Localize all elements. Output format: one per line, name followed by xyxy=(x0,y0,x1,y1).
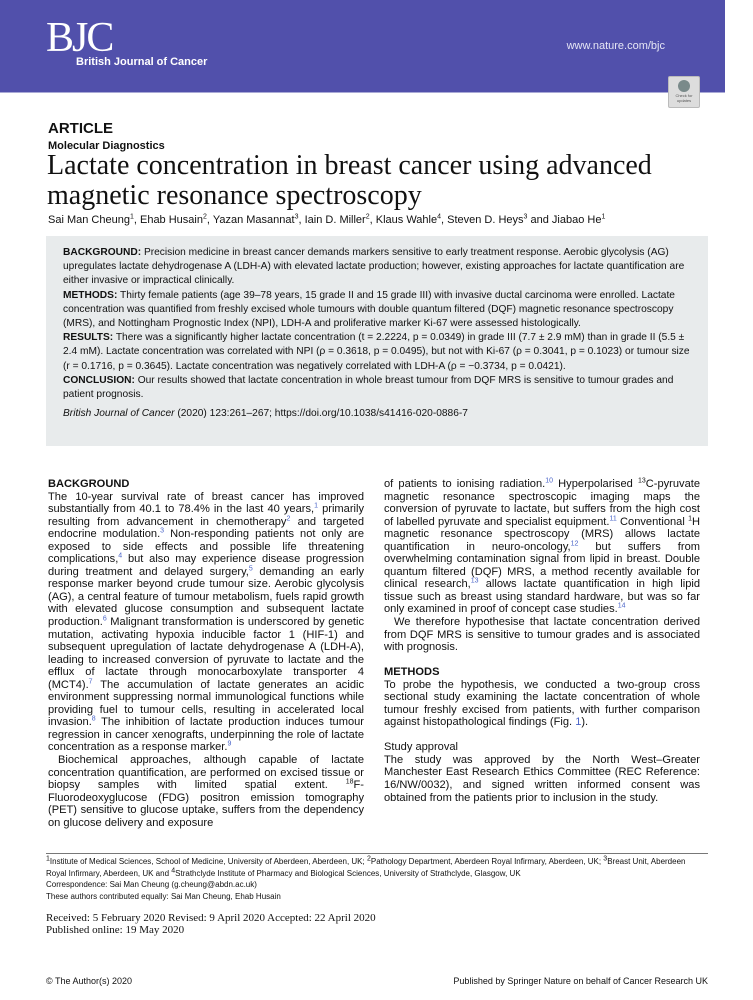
superscript: 18 xyxy=(345,778,354,786)
affiliation-mark: 1 xyxy=(601,213,606,221)
reference-link[interactable]: 8 xyxy=(91,715,96,723)
body-paragraph: Biochemical approaches, although capable of lactate concentration quantification, are performed on excised tissue or biopsy samples with limited spatial extent. $^{18}$F-Fluorodeoxyglucose (FDG) positron emission tomography (PET) sensitive to glucose uptake, suffers from the dependency on glucose delivery and exposure xyxy=(48,754,364,829)
affiliation-text: Institute of Medical Sciences, School of Medicine, University of Aberdeen, Aberdeen, UK; xyxy=(49,857,367,866)
section-heading: METHODS xyxy=(384,666,440,679)
author-name[interactable]: Jiabao He xyxy=(551,214,602,226)
body-column-right xyxy=(384,478,700,804)
affiliation-mark: 3 xyxy=(523,213,528,221)
abstract-text: There was a significantly higher lactate concentration (t = 2.2224, p = 0.0349) in grade III (7.7 ± 2.9 mM) than in grade II (5.5 ± 2.4 mM). Lactate concentration was correlated with NPI (ρ = 0.3618, p = 0.0495), but not with Ki-67 (ρ = 0.3041, p = 0.1023) or tumour size (r = 0.1716, p = 0.3645). Lactate concentration was negatively correlated with LDH-A (ρ = −0.3734, p = 0.0421). xyxy=(63,332,690,372)
author-list: Sai Man Cheung$^1$, Ehab Husain$^2$, Yazan Masannat$^3$, Iain D. Miller$^2$, Klaus Wahle$^4$, Steven D. Heys$^3$ and Jiabao He$^1$ xyxy=(48,213,606,226)
author-name[interactable]: Yazan Masannat xyxy=(212,214,295,226)
reference-link[interactable]: 1 xyxy=(314,502,318,510)
abstract-label: METHODS: xyxy=(63,289,118,301)
copyright: © The Author(s) 2020 xyxy=(46,976,133,986)
footnotes xyxy=(46,856,708,902)
reference-link[interactable]: 5 xyxy=(248,565,253,573)
citation xyxy=(63,408,468,419)
affiliation-text: Pathology Department, Aberdeen Royal Infirmary, Aberdeen, UK; xyxy=(370,857,604,866)
abstract-label: RESULTS: xyxy=(63,332,114,344)
body-column-left xyxy=(48,478,364,829)
reference-link[interactable]: 3 xyxy=(160,527,165,535)
abstract-label: BACKGROUND: xyxy=(63,247,142,258)
check-for-updates-button[interactable] xyxy=(668,76,700,108)
affiliations xyxy=(46,856,708,879)
reference-link[interactable]: 4 xyxy=(118,552,123,560)
abstract-section xyxy=(63,246,693,289)
affiliation-number: 3 xyxy=(603,855,608,863)
body-paragraph: of patients to ionising radiation.$^{10}$ Hyperpolarised $^{13}$C-pyruvate magnetic resonance spectroscopic imaging maps the conversion of pyruvate to lactate, but suffers from the high cost of labelled pyruvate and specialist equipment.$^{11}$ Conventional $^1$H magnetic resonance spectroscopy (MRS) allows lactate quantification in neuro-oncology,$^{12}$ but suffers from overwhelming contamination signal from lipid in breast. Double quantum filtered (DQF) MRS, a method recently available for clinical research,$^{13}$ allows lactate quantification in high lipid tissue such as breast using standard hardware, but was so far only examined in proof of concept case studies.$^{14}$ xyxy=(384,477,700,616)
abstract-label: CONCLUSION: xyxy=(63,374,135,386)
affiliation-text: Strathclyde Institute of Pharmacy and Biological Sciences, University of Strathclyde, Glasgow, UK xyxy=(175,868,521,878)
page-title: Lactate concentration in breast cancer using advanced magnetic resonance spectroscopy xyxy=(47,150,652,211)
reference-link[interactable]: 11 xyxy=(609,514,617,522)
affiliation-number: 2 xyxy=(366,855,371,863)
body-paragraph: The study was approved by the North West–Greater Manchester East Research Ethics Committee (REC Reference: 16/NW/0032), and signed written informed consent was obtained from the patients prior to inclusion in the study. xyxy=(384,753,700,804)
author-name[interactable]: Iain D. Miller xyxy=(304,214,366,226)
superscript: 13 xyxy=(637,477,646,485)
logo-short: BJC xyxy=(46,15,113,61)
abstract-text: Precision medicine in breast cancer demands markers sensitive to early treatment response. Aerobic glycolysis (AG) upregulates lactate dehydrogenase A (LDH-A) with elevated lactate production; however, existing approaches for lactate quantification are either invasive or impractical clinically. xyxy=(63,247,685,287)
affiliation-number: 4 xyxy=(171,866,176,874)
abstract-box xyxy=(46,236,708,446)
body-paragraph: The 10-year survival rate of breast cancer has improved substantially from 40.1 to 78.4% in the last 40 years,$^1$ primarily resulting from advancement in chemotherapy$^2$ and targeted endocrine modulation.$^3$ Non-responding patients not only are exposed to side effects and possible life threatening complications,$^4$ but also may experience disease progression during treatment and delayed surgery,$^5$ demanding an early response marker beyond crude tumour size. Aerobic glycolysis (AG), a central feature of tumour metabolism, fuels rapid growth with elevated glucose consumption and subsequent lactate production.$^6$ Malignant transformation is underscored by genetic mutation, activating hypoxia inducible factor 1 (HIF-1) and subsequent upregulation of lactate dehydrogenase A (LDH-A), leading to increased conversion of pyruvate to lactate and the efflux of lactate through monocarboxylate transporter 4 (MCT4).$^7$ The accumulation of lactate generates an acidic environment suppressing normal immunological functions while providing fuel to tumour cells, resulting in accelerated local invasion.$^8$ The inhibition of lactate production induces tumour regression in cancer xenografts, underpinning the role of lactate concentration as a response marker.$^9$ xyxy=(48,490,364,754)
spacer xyxy=(384,729,700,742)
journal-url[interactable]: www.nature.com/bjc xyxy=(566,40,665,52)
reference-link[interactable]: 2 xyxy=(286,514,291,522)
correspondence: Correspondence: Sai Man Cheung (g.cheung@abdn.ac.uk) xyxy=(46,880,257,890)
section-heading: BACKGROUND xyxy=(48,478,130,490)
check-updates-icon xyxy=(678,80,690,92)
subsection-heading: Study approval xyxy=(384,741,459,754)
affiliation-text: Breast Unit, Aberdeen Royal Infirmary, Aberdeen, UK and xyxy=(46,857,686,878)
reference-link[interactable]: 14 xyxy=(617,602,626,610)
reference-link[interactable]: 13 xyxy=(470,577,479,585)
author-name[interactable]: Ehab Husain xyxy=(139,214,203,226)
abstract-section xyxy=(63,374,693,402)
journal-banner xyxy=(0,0,725,93)
spacer xyxy=(384,654,700,667)
check-updates-label: Check for updates xyxy=(675,93,693,103)
footnote-divider xyxy=(46,853,708,854)
figure-link[interactable]: 1 xyxy=(575,716,582,729)
body-paragraph: To probe the hypothesis, we conducted a two-group cross sectional study examining the lactate concentration of whole tumour freshly excised from patients, with further comparison against histopathological findings (Fig. 1). xyxy=(384,678,700,729)
reference-link[interactable]: 10 xyxy=(545,477,554,485)
subject-category: Molecular Diagnostics xyxy=(48,140,165,152)
citation-doi[interactable]: (2020) 123:261–267; https://doi.org/10.1038/s41416-020-0886-7 xyxy=(174,408,468,419)
reference-link[interactable]: 7 xyxy=(88,678,93,686)
abstract-section xyxy=(63,331,693,374)
affiliation-mark: 4 xyxy=(437,213,441,221)
superscript: 1 xyxy=(688,514,692,522)
journal-logo[interactable] xyxy=(46,15,208,68)
affiliation-number: 1 xyxy=(46,855,50,863)
dates-received: Received: 5 February 2020 Revised: 9 April 2020 Accepted: 22 April 2020 xyxy=(46,912,376,924)
dates-published: Published online: 19 May 2020 xyxy=(46,924,185,936)
article-type: ARTICLE xyxy=(48,120,113,137)
citation-journal: British Journal of Cancer xyxy=(63,408,175,419)
equal-contribution: These authors contributed equally: Sai Man Cheung, Ehab Husain xyxy=(46,891,281,901)
reference-link[interactable]: 9 xyxy=(227,740,232,748)
affiliation-mark: 2 xyxy=(365,213,370,221)
abstract-text: Thirty female patients (age 39–78 years, 15 grade II and 15 grade III) with invasive ductal carcinoma were enrolled. Lactate concentration was quantified from freshly excised whole tumours with double quantum filtered (DQF) magnetic resonance spectroscopy (MRS), and Nottingham Prognostic Index (NPI), LDH-A and proliferative marker Ki-67 were assessed histologically. xyxy=(63,289,675,330)
article-dates xyxy=(46,912,376,936)
reference-link[interactable]: 12 xyxy=(570,540,579,548)
reference-link[interactable]: 6 xyxy=(102,615,107,623)
abstract-text: Our results showed that lactate concentration in whole breast tumour from DQF MRS is sensitive to tumour grades and patient prognosis. xyxy=(63,374,674,401)
author-name[interactable]: Klaus Wahle xyxy=(375,214,438,226)
author-name[interactable]: Steven D. Heys xyxy=(447,214,524,226)
abstract-section xyxy=(63,289,693,332)
affiliation-mark: 3 xyxy=(294,213,299,221)
publisher-note: Published by Springer Nature on behalf of Cancer Research UK xyxy=(453,976,708,986)
logo-full: British Journal of Cancer xyxy=(76,56,208,68)
affiliation-mark: 2 xyxy=(202,213,207,221)
author-name[interactable]: Sai Man Cheung xyxy=(48,214,130,226)
affiliation-mark: 1 xyxy=(129,213,134,221)
body-paragraph: We therefore hypothesise that lactate concentration derived from DQF MRS is sensitive to tumour grades and is associated with prognosis. xyxy=(384,616,700,654)
